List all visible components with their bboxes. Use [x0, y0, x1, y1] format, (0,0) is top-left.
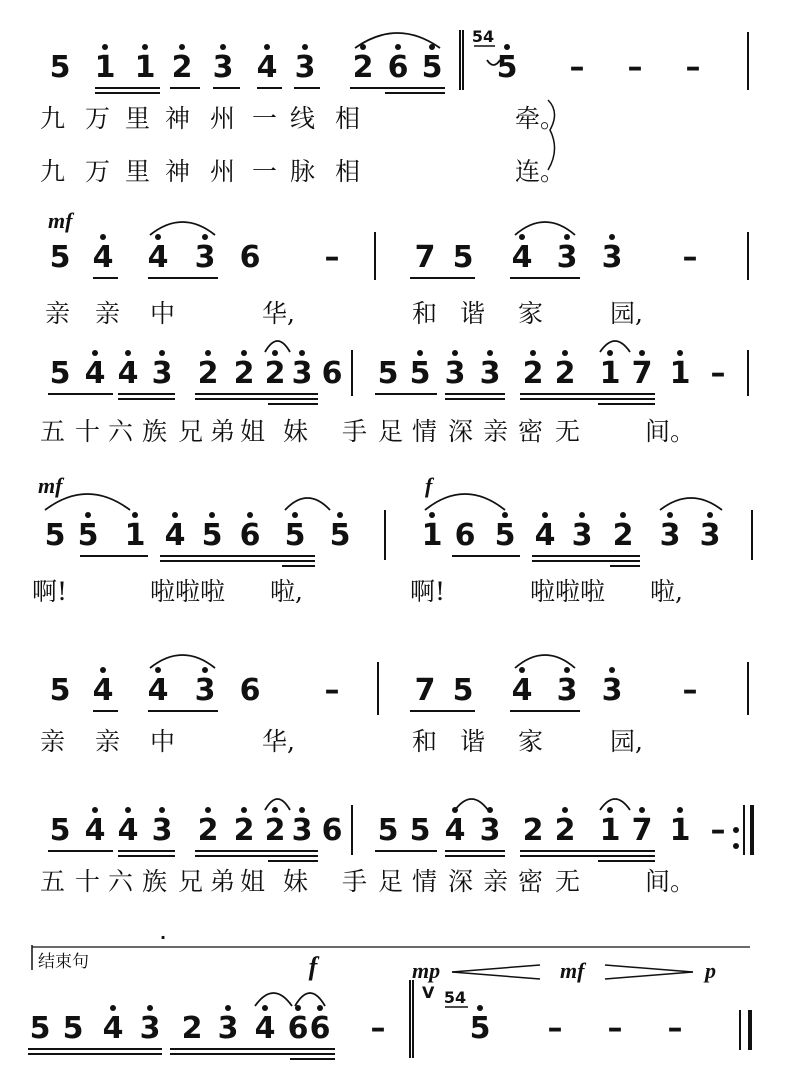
lyric-char: 州: [210, 157, 236, 186]
jianpu-note: 4: [117, 356, 139, 391]
jianpu-note: –: [547, 1011, 563, 1046]
lyric-char: 密: [518, 417, 544, 446]
lyric-char: 深: [448, 417, 474, 446]
dynamic-mf: mf: [38, 473, 63, 498]
lyric-char: 亲: [483, 867, 509, 896]
lyric-char: 足: [378, 867, 404, 896]
lyric-char: 啦,: [650, 577, 683, 606]
jianpu-note: 2: [352, 50, 374, 85]
jianpu-note: –: [710, 356, 726, 391]
jianpu-note: 5: [49, 356, 71, 391]
jianpu-note: 4: [164, 518, 186, 553]
lyric-char: 手: [342, 867, 368, 896]
jianpu-note: –: [324, 240, 340, 275]
lyric-char: 妹: [283, 867, 309, 896]
lyric-char: 一: [252, 157, 278, 186]
lyric-char: 足: [378, 417, 404, 446]
slur: [660, 498, 722, 510]
slur: [285, 498, 330, 510]
repeat-dot: [733, 827, 739, 833]
crescendo: [452, 972, 540, 979]
jianpu-note: 1: [134, 50, 156, 85]
lyric-char: 一: [252, 104, 278, 133]
jianpu-note: 7: [631, 813, 653, 848]
lyric-char: 啦啦啦: [530, 577, 606, 606]
lyric-char: 九: [40, 157, 66, 186]
lyric-char: 手: [342, 417, 368, 446]
jianpu-note: 5: [49, 813, 71, 848]
time-signature: 54: [471, 27, 495, 46]
lyric-char: 啦,: [270, 577, 303, 606]
jianpu-note: 6: [287, 1011, 309, 1046]
jianpu-note: 7: [414, 240, 436, 275]
jianpu-note: 6: [239, 240, 261, 275]
lyric-char: 五: [40, 417, 66, 446]
lyric-char: 线: [290, 104, 316, 133]
dynamic-mf: mf: [48, 208, 73, 233]
jianpu-note: –: [607, 1011, 623, 1046]
jianpu-note: 5: [469, 1011, 491, 1046]
jianpu-note: 5: [452, 240, 474, 275]
jianpu-note: 4: [511, 673, 533, 708]
jianpu-note: 1: [124, 518, 146, 553]
jianpu-note: 4: [534, 518, 556, 553]
lyric-char: 九: [40, 104, 66, 133]
jianpu-note: 3: [479, 356, 501, 391]
lyric-char: 啊!: [410, 577, 446, 606]
lyric-char: 和: [412, 299, 438, 328]
jianpu-note: 3: [291, 813, 313, 848]
jianpu-note: 4: [117, 813, 139, 848]
decrescendo: [605, 965, 693, 972]
decrescendo: [605, 972, 693, 979]
jianpu-note: 5: [409, 356, 431, 391]
lyric-char: 情: [412, 417, 438, 446]
jianpu-note: 5: [284, 518, 306, 553]
jianpu-note: –: [324, 673, 340, 708]
jianpu-note: 3: [601, 240, 623, 275]
jianpu-note: 3: [139, 1011, 161, 1046]
lyric-char: 谐: [460, 299, 486, 328]
lyric-char: 园,: [610, 727, 643, 756]
jianpu-note: 1: [599, 813, 621, 848]
lyric-char: 十: [75, 417, 101, 446]
lyric-char: 五: [40, 867, 66, 896]
jianpu-note: 6: [309, 1011, 331, 1046]
repeat-dot: [733, 843, 739, 849]
jianpu-note: 1: [669, 356, 691, 391]
jianpu-note: 4: [102, 1011, 124, 1046]
lyric-char: 族: [142, 417, 168, 446]
dynamic-p: p: [705, 958, 716, 983]
dynamic-f: f: [308, 952, 318, 981]
lyric-char: 兄: [178, 867, 204, 896]
lyric-char: 间。: [645, 417, 696, 446]
jianpu-note: –: [667, 1011, 683, 1046]
jianpu-note: 4: [92, 673, 114, 708]
lyric-char: 里: [125, 157, 151, 186]
jianpu-note: 3: [659, 518, 681, 553]
jianpu-note: 1: [669, 813, 691, 848]
slur: [600, 799, 630, 810]
lyric-char: 家: [518, 299, 544, 328]
jianpu-note: 3: [479, 813, 501, 848]
jianpu-note: 3: [294, 50, 316, 85]
jianpu-note: 5: [452, 673, 474, 708]
jianpu-note: 4: [444, 813, 466, 848]
lyric-char: 神: [165, 104, 191, 133]
jianpu-note: 3: [151, 356, 173, 391]
jianpu-note: 3: [571, 518, 593, 553]
jianpu-note: 3: [212, 50, 234, 85]
jianpu-note: 6: [454, 518, 476, 553]
jianpu-note: 3: [217, 1011, 239, 1046]
jianpu-note: 4: [84, 356, 106, 391]
jianpu-note: 1: [94, 50, 116, 85]
dynamic-f: f: [425, 473, 433, 498]
time-signature: 54: [443, 988, 467, 1007]
jianpu-note: –: [685, 50, 701, 85]
slur: [455, 799, 488, 810]
jianpu-note: 6: [321, 813, 343, 848]
jianpu-note: 2: [233, 356, 255, 391]
crescendo: [452, 965, 540, 972]
slur: [295, 993, 325, 1006]
jianpu-note: 3: [699, 518, 721, 553]
lyric-char: 啊!: [32, 577, 68, 606]
jianpu-note: 4: [84, 813, 106, 848]
lyric-char: 相: [335, 104, 361, 133]
jianpu-note: 3: [556, 673, 578, 708]
lyric-char: 州: [210, 104, 236, 133]
jianpu-note: 2: [264, 356, 286, 391]
jianpu-note: –: [682, 240, 698, 275]
jianpu-note: 5: [496, 50, 518, 85]
slur: [425, 494, 505, 510]
jianpu-note: 2: [554, 813, 576, 848]
lyric-char: 华,: [262, 299, 295, 328]
jianpu-note: 2: [171, 50, 193, 85]
jianpu-note: 3: [556, 240, 578, 275]
jianpu-note: 5: [29, 1011, 51, 1046]
lyric-char: 无: [555, 867, 581, 896]
jianpu-note: –: [682, 673, 698, 708]
jianpu-note: 5: [201, 518, 223, 553]
jianpu-note: 6: [239, 673, 261, 708]
jianpu-note: 7: [414, 673, 436, 708]
lyric-char: 华,: [262, 727, 295, 756]
lyric-char: 姐: [240, 417, 266, 446]
lyric-char: 亲: [95, 727, 121, 756]
lyric-char: 妹: [283, 417, 309, 446]
lyric-char: 牵。: [515, 104, 566, 133]
lyric-char: 弟: [210, 867, 236, 896]
jianpu-note: 5: [49, 673, 71, 708]
jianpu-note: 5: [77, 518, 99, 553]
lyric-char: 相: [335, 157, 361, 186]
lyric-char: 园,: [610, 299, 643, 328]
jianpu-note: 5: [421, 50, 443, 85]
lyric-char: 连。: [515, 157, 566, 186]
lyric-char: 啦啦啦: [150, 577, 226, 606]
jianpu-note: –: [710, 813, 726, 848]
slur: [600, 341, 630, 352]
lyric-char: 兄: [178, 417, 204, 446]
jianpu-note: 5: [329, 518, 351, 553]
lyric-char: 亲: [45, 299, 71, 328]
slur: [265, 341, 290, 352]
jianpu-note: –: [370, 1011, 386, 1046]
jianpu-note: 5: [49, 50, 71, 85]
jianpu-note: 3: [194, 673, 216, 708]
lyric-char: 情: [412, 867, 438, 896]
breath-mark: V: [422, 983, 435, 1002]
lyric-char: 中: [150, 299, 176, 328]
jianpu-note: 4: [256, 50, 278, 85]
lyric-char: 亲: [40, 727, 66, 756]
dynamic-mf: mf: [560, 958, 585, 983]
lyric-char: 密: [518, 867, 544, 896]
jianpu-note: 1: [599, 356, 621, 391]
jianpu-note: 4: [92, 240, 114, 275]
lyric-char: 六: [108, 417, 134, 446]
lyric-char: 亲: [483, 417, 509, 446]
jianpu-note: 1: [421, 518, 443, 553]
jianpu-note: 2: [197, 356, 219, 391]
lyric-char: 亲: [95, 299, 121, 328]
lyric-char: 深: [448, 867, 474, 896]
jianpu-note: 4: [147, 240, 169, 275]
slur: [150, 222, 215, 235]
lyric-char: 六: [108, 867, 134, 896]
jianpu-note: 5: [377, 356, 399, 391]
jianpu-note: 6: [321, 356, 343, 391]
jianpu-note: 6: [239, 518, 261, 553]
jianpu-note: 5: [44, 518, 66, 553]
lyric-char: 家: [518, 727, 544, 756]
lyric-char: 中: [150, 727, 176, 756]
jianpu-note: 4: [254, 1011, 276, 1046]
slur: [515, 222, 575, 235]
lyric-char: 姐: [240, 867, 266, 896]
slur: [515, 655, 575, 668]
jianpu-note: 5: [377, 813, 399, 848]
jianpu-note: 5: [49, 240, 71, 275]
slur: [150, 655, 215, 668]
lyric-char: 无: [555, 417, 581, 446]
dot-mark: ·: [159, 928, 167, 947]
jianpu-note: 2: [522, 813, 544, 848]
lyric-char: 神: [165, 157, 191, 186]
jianpu-note: 3: [194, 240, 216, 275]
jianpu-note: 3: [291, 356, 313, 391]
jianpu-note: –: [569, 50, 585, 85]
lyric-char: 万: [85, 104, 111, 133]
dynamic-mp: mp: [412, 958, 441, 983]
slur: [255, 993, 292, 1006]
lyric-char: 谐: [460, 727, 486, 756]
jianpu-note: 4: [147, 673, 169, 708]
lyric-char: 弟: [210, 417, 236, 446]
ending-label: 结束句: [38, 952, 89, 972]
jianpu-note: 2: [554, 356, 576, 391]
lyric-char: 脉: [290, 157, 316, 186]
lyric-char: 族: [142, 867, 168, 896]
lyric-char: 里: [125, 104, 151, 133]
jianpu-note: 3: [151, 813, 173, 848]
jianpu-note: 3: [601, 673, 623, 708]
jianpu-note: 2: [233, 813, 255, 848]
jianpu-note: 5: [494, 518, 516, 553]
jianpu-note: 2: [264, 813, 286, 848]
jianpu-note: 6: [387, 50, 409, 85]
lyric-char: 十: [75, 867, 101, 896]
jianpu-note: 2: [612, 518, 634, 553]
jianpu-note: 2: [522, 356, 544, 391]
jianpu-note: 5: [409, 813, 431, 848]
jianpu-note: 5: [62, 1011, 84, 1046]
lyric-char: 间。: [645, 867, 696, 896]
lyric-char: 万: [85, 157, 111, 186]
jianpu-note: 7: [631, 356, 653, 391]
jianpu-note: –: [627, 50, 643, 85]
lyric-char: 和: [412, 727, 438, 756]
jianpu-note: 3: [444, 356, 466, 391]
jianpu-note: 2: [181, 1011, 203, 1046]
jianpu-note: 2: [197, 813, 219, 848]
jianpu-note: 4: [511, 240, 533, 275]
